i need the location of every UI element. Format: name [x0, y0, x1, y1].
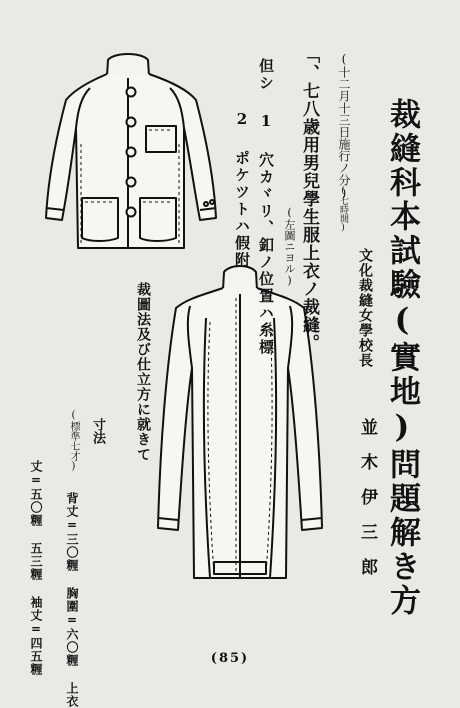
jacket-front-illustration — [18, 48, 246, 258]
author-affiliation: 文化裁縫女學校長 — [357, 248, 373, 368]
exam-note-2: 2 ポケツトハ假附 — [233, 110, 251, 269]
dimensions-line-2: 丈=五〇糎 五三糎 袖丈=四五糎 — [29, 460, 43, 676]
exam-note-1: 但シ 1 穴カヾリ、釦ノ位置ハ糸標 — [257, 58, 275, 356]
exam-hours: (七時間) — [338, 186, 348, 233]
page-number: (85) — [210, 651, 250, 666]
article-title: 裁縫科本試驗(實地)問題解き方 — [384, 98, 420, 618]
exam-question: 「、七八歳用男兒學生服上衣ノ裁縫。 — [299, 46, 319, 352]
exam-question-note: (左圖ニヨル) — [283, 206, 296, 287]
author-name: 並木伊三郎 — [357, 418, 377, 593]
exam-schedule: (十二月十三日施行ノ分) — [337, 52, 351, 200]
dimensions-line-1: 背丈=三〇糎 胸圍=六〇糎 上衣 — [65, 492, 79, 708]
method-heading: 裁圖法及び仕立方に就きて — [135, 282, 151, 462]
dimensions-standard: (標準七才) — [68, 410, 79, 472]
dimensions-heading: 寸法 — [90, 418, 105, 444]
